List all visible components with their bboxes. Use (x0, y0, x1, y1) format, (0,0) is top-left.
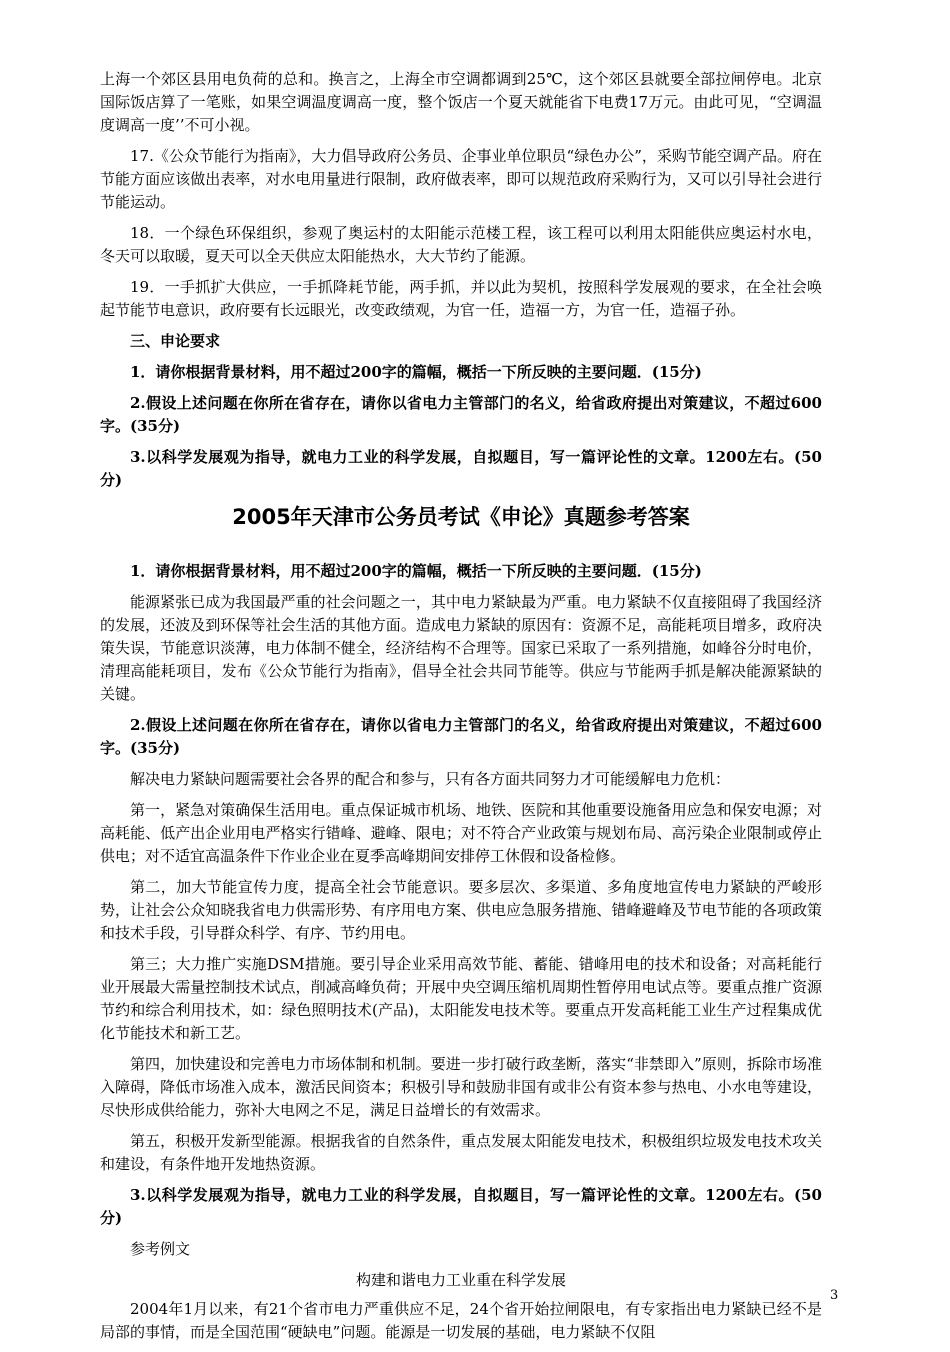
answer-2-intro: 解决电力紧缺问题需要社会各界的配合和参与，只有各方面共同努力才可能缓解电力危机： (130, 770, 731, 788)
answer-question-3: 3.以科学发展观为指导，就电力工业的科学发展，自拟题目，写一篇评论性的文章。1200左右。(50分) (100, 1186, 822, 1227)
paragraph-18: 18．一个绿色环保组织，参观了奥运村的太阳能示范楼工程，该工程可以利用太阳能供应奥运村水电，冬天可以取暖，夏天可以全天供应太阳能热水，大大节约了能源。 (100, 224, 822, 265)
requirement-1: 1．请你根据背景材料，用不超过200字的篇幅，概括一下所反映的主要问题．(15分) (130, 363, 702, 381)
answer-1: 能源紧张已成为我国最严重的社会问题之一，其中电力紧缺最为严重。电力紧缺不仅直接阻碍了我国经济的发展，还波及到环保等社会生活的其他方面。造成电力紧缺的原因有：资源不足，高能耗项目增多，政府决策失误，节能意识淡薄，电力体制不健全，经济结构不合理等。国家已采取了一系列措施，如峰谷分时电价，清理高能耗项目，发布《公众节能行为指南》，倡导全社会共同节能等。供应与节能两手抓是解决能源紧缺的关键。 (100, 593, 822, 703)
paragraph-19: 19．一手抓扩大供应，一手抓降耗节能，两手抓，并以此为契机，按照科学发展观的要求，在全社会唤起节能节电意识，政府要有长远眼光，改变政绩观，为官一任，造福一方，为官一任，造福子孙。 (100, 278, 822, 319)
answer-2-point-4: 第四，加快建设和完善电力市场体制和机制。要进一步打破行政垄断，落实“非禁即入”原则，拆除市场准入障碍，降低市场准入成本，激活民间资本；积极引导和鼓励非国有或非公有资本参与热电、小水电等建设，尽快形成供给能力，弥补大电网之不足，满足日益增长的有效需求。 (100, 1055, 822, 1119)
answer-2-point-1: 第一，紧急对策确保生活用电。重点保证城市机场、地铁、医院和其他重要设施备用应急和保安电源；对高耗能、低产出企业用电严格实行错峰、避峰、限电；对不符合产业政策与规划布局、高污染企业限制或停止供电；对不适宜高温条件下作业企业在夏季高峰期间安排停工休假和设备检修。 (100, 801, 822, 865)
answer-question-2: 2.假设上述问题在你所在省存在，请你以省电力主管部门的名义，给省政府提出对策建议，不超过600字。(35分) (100, 716, 822, 757)
section-heading: 三、申论要求 (130, 332, 221, 350)
document-body (100, 68, 822, 1352)
answer-question-1: 1．请你根据背景材料，用不超过200字的篇幅，概括一下所反映的主要问题．(15分) (130, 562, 702, 580)
essay-title: 构建和谐电力工业重在科学发展 (355, 1271, 566, 1289)
answer-title: 2005年天津市公务员考试《申论》真题参考答案 (232, 505, 690, 529)
requirement-3: 3.以科学发展观为指导，就电力工业的科学发展，自拟题目，写一篇评论性的文章。1200左右。(50分) (100, 448, 822, 489)
page-number: 3 (830, 1288, 839, 1303)
answer-2-point-2: 第二，加大节能宣传力度，提高全社会节能意识。要多层次、多渠道、多角度地宣传电力紧缺的严峻形势，让社会公众知晓我省电力供需形势、有序用电方案、供电应急服务措施、错峰避峰及节电节能的各项政策和技术手段，引导群众科学、有序、节约用电。 (100, 878, 822, 942)
paragraph-continued: 上海一个郊区县用电负荷的总和。换言之，上海全市空调都调到25℃，这个郊区县就要全部拉闸停电。北京国际饭店算了一笔账，如果空调温度调高一度，整个饭店一个夏天就能省下电费17万元。由此可见，“空调温度调高一度’’不可小视。 (100, 70, 822, 134)
requirement-2: 2.假设上述问题在你所在省存在，请你以省电力主管部门的名义，给省政府提出对策建议，不超过600字。(35分) (100, 394, 822, 435)
paragraph-17: 17.《公众节能行为指南》，大力倡导政府公务员、企事业单位职员“绿色办公”，采购节能空调产品。府在节能方面应该做出表率，对水电用量进行限制，政府做表率，即可以规范政府采购行为，又可以引导社会进行节能运动。 (100, 147, 822, 211)
answer-2-point-3: 第三；大力推广实施DSM措施。要引导企业采用高效节能、蓄能、错峰用电的技术和设备；对高耗能行业开展最大需量控制技术试点，削减高峰负荷；开展中央空调压缩机周期性暂停用电试点等。要重点推广资源节约和综合利用技术，如：绿色照明技术(产品)，太阳能发电技术等。要重点开发高耗能工业生产过程集成优化节能技术和新工艺。 (100, 955, 822, 1042)
sample-label: 参考例文 (130, 1240, 191, 1258)
answer-2-point-5: 第五，积极开发新型能源。根据我省的自然条件，重点发展太阳能发电技术，积极组织垃圾发电技术攻关和建设，有条件地开发地热资源。 (100, 1132, 822, 1173)
essay-paragraph-1: 2004年1月以来，有21个省市电力严重供应不足，24个省开始拉闸限电，有专家指出电力紧缺已经不是局部的事情，而是全国范围“硬缺电”问题。能源是一切发展的基础，电力紧缺不仅阻 (100, 1300, 822, 1341)
